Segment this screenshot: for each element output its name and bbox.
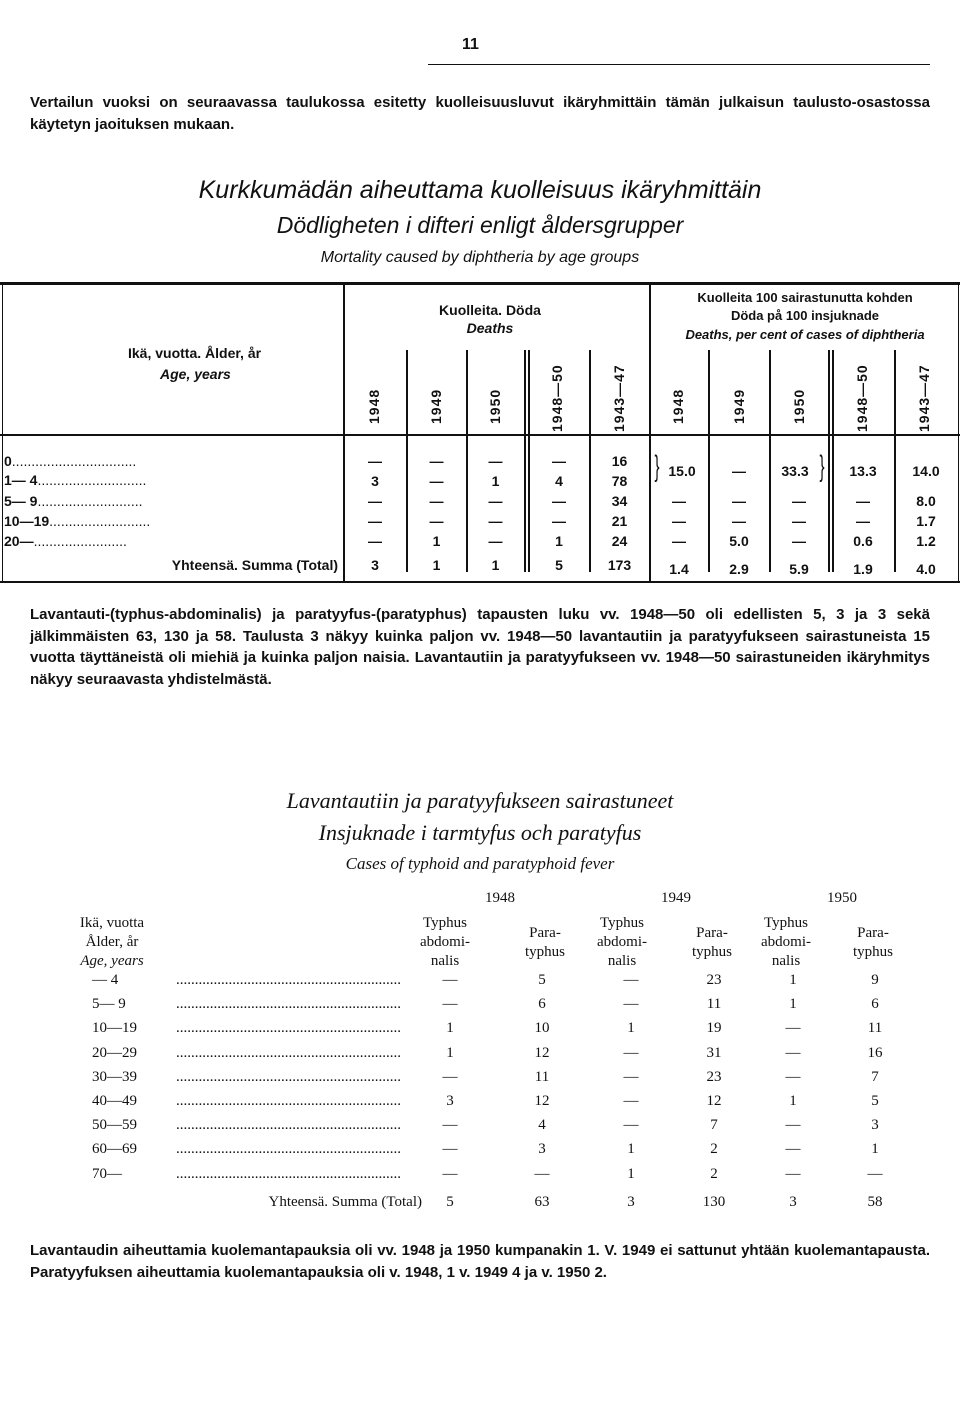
t2-cell: — bbox=[785, 1069, 801, 1085]
table2-title-fi: Lavantautiin ja paratyyfukseen sairastuneet bbox=[286, 788, 674, 813]
t2-cell: — bbox=[623, 1069, 639, 1085]
year-col-1948: 1948 bbox=[366, 388, 382, 424]
leader-dots: ............................................................ bbox=[176, 1117, 401, 1133]
year-col-1943-47: 1943—47 bbox=[611, 364, 627, 432]
t2-cell: 23 bbox=[706, 972, 722, 988]
t2-cell: — bbox=[623, 972, 639, 988]
t2-col-typhus-1948: Typhus abdomi- nalis bbox=[420, 915, 470, 969]
t2-cell: 1 bbox=[627, 1166, 635, 1182]
t2-cell: 7 bbox=[871, 1069, 879, 1085]
t2-age-label: 40—49 bbox=[92, 1093, 137, 1109]
t2-col-para-1950: Para- typhus bbox=[852, 925, 893, 960]
t2-cell: 16 bbox=[867, 1045, 883, 1061]
t2-cell: 1 bbox=[446, 1020, 454, 1036]
year-col-1950: 1950 bbox=[487, 388, 503, 424]
rate-col-1948-50: 1948—50 bbox=[854, 364, 870, 432]
t2-col-para-1949: Para- typhus bbox=[691, 925, 732, 960]
t2-age-header-en: Age, years bbox=[80, 953, 144, 969]
rate-col-1950: 1950 bbox=[791, 388, 807, 424]
t2-cell: 2 bbox=[710, 1141, 718, 1157]
table1-title-sv: Dödligheten i difteri enligt åldersgrupper bbox=[276, 212, 684, 238]
t2-cell: 9 bbox=[871, 972, 879, 988]
t2-cell: 5 bbox=[871, 1093, 879, 1109]
year-col-1948-50: 1948—50 bbox=[549, 364, 565, 432]
t2-cell: — bbox=[785, 1166, 801, 1182]
t2-cell: 1 bbox=[789, 972, 797, 988]
t2-age-header-sv: Ålder, år bbox=[85, 934, 139, 950]
t2-cell: — bbox=[785, 1045, 801, 1061]
t2-cell: 3 bbox=[446, 1093, 454, 1109]
t2-col-typhus-1949: Typhus abdomi- nalis bbox=[597, 915, 647, 969]
age-header-fi: Ikä, vuotta. Ålder, år bbox=[128, 345, 262, 361]
t2-cell: 1 bbox=[789, 996, 797, 1012]
rate-header-sv: Döda på 100 insjuknade bbox=[730, 308, 880, 323]
t2-cell: 11 bbox=[867, 1020, 883, 1036]
t2-cell: 1 bbox=[789, 1093, 797, 1109]
t2-cell: 7 bbox=[710, 1117, 718, 1133]
t2-cell: — bbox=[442, 1166, 458, 1182]
table-row: 10—19.......................... bbox=[4, 513, 151, 529]
t2-age-label: 50—59 bbox=[92, 1117, 137, 1133]
t2-cell: 3 bbox=[538, 1141, 546, 1157]
t2-cell: 2 bbox=[710, 1166, 718, 1182]
rate-col-1943-47: 1943—47 bbox=[916, 364, 932, 432]
t2-age-label: 60—69 bbox=[92, 1141, 137, 1157]
t2-cell: 1 bbox=[446, 1045, 454, 1061]
table1-title-en: Mortality caused by diphtheria by age groups bbox=[320, 249, 640, 266]
table2-title-sv: Insjuknade i tarmtyfus och paratyfus bbox=[318, 820, 642, 845]
t2-year-1949: 1949 bbox=[661, 890, 691, 906]
t2-age-label: 20—29 bbox=[92, 1045, 137, 1061]
age-header-en: Age, years bbox=[160, 366, 231, 382]
t2-age-label: 30—39 bbox=[92, 1069, 137, 1085]
t2-cell: 6 bbox=[871, 996, 879, 1012]
deaths-header-en: Deaths bbox=[466, 320, 514, 336]
t2-cell: 6 bbox=[538, 996, 546, 1012]
t2-cell: — bbox=[442, 1117, 458, 1133]
intro-paragraph: Vertailun vuoksi on seuraavassa taulukossa esitetty kuolleisuusluvut ikäryhmittäin tämän julkaisun taulusto-osastossa käytetyn jaoituksen mukaan. bbox=[30, 94, 930, 133]
t2-cell: 12 bbox=[534, 1045, 550, 1061]
t2-cell: — bbox=[623, 1093, 639, 1109]
t2-age-label: 10—19 bbox=[92, 1020, 137, 1036]
leader-dots: ............................................................ bbox=[176, 1093, 401, 1109]
t2-age-header-fi: Ikä, vuotta bbox=[79, 915, 145, 931]
table-row: 20—........................ bbox=[4, 533, 127, 549]
t2-age-label: 5— 9 bbox=[92, 996, 126, 1012]
t2-cell: — bbox=[623, 996, 639, 1012]
t2-cell: — bbox=[785, 1117, 801, 1133]
total-label: Yhteensä. Summa (Total) bbox=[171, 557, 338, 573]
brace-symbol: } bbox=[654, 450, 660, 483]
t2-cell: 1 bbox=[871, 1141, 879, 1157]
t2-cell: — bbox=[534, 1166, 550, 1182]
rate-col-1948: 1948 bbox=[670, 388, 686, 424]
header-rule bbox=[428, 64, 930, 65]
t2-cell: — bbox=[785, 1020, 801, 1036]
table1-title-fi: Kurkkumädän aiheuttama kuolleisuus ikäryhmittäin bbox=[198, 176, 762, 204]
t2-cell: 5 bbox=[538, 972, 546, 988]
t2-cell: — bbox=[623, 1045, 639, 1061]
t2-cell: 11 bbox=[534, 1069, 550, 1085]
leader-dots: ............................................................ bbox=[176, 1069, 401, 1085]
brace-symbol: } bbox=[819, 450, 825, 483]
deaths-paragraph: Lavantaudin aiheuttamia kuolemantapauksia oli vv. 1948 ja 1950 kumpanakin 1. V. 1949 ei sattunut yhtään kuolemantapausta. Paratyyfuksen aiheuttamia kuolemantapauksia oli v. 1948, 1 v. 1949 4 ja v. 1950 2. bbox=[30, 1242, 930, 1281]
rate-col-1949: 1949 bbox=[731, 388, 747, 424]
t2-year-1948: 1948 bbox=[485, 890, 515, 906]
leader-dots: ............................................................ bbox=[176, 972, 401, 988]
t2-cell: 19 bbox=[706, 1020, 722, 1036]
t2-cell: 3 bbox=[871, 1117, 879, 1133]
table-row: 0................................ bbox=[4, 453, 137, 469]
t2-cell: — bbox=[442, 1069, 458, 1085]
leader-dots: ............................................................ bbox=[176, 1166, 401, 1182]
t2-age-label: 70— bbox=[92, 1166, 122, 1182]
leader-dots: ............................................................ bbox=[176, 1045, 401, 1061]
t2-cell: — bbox=[442, 996, 458, 1012]
leader-dots: ............................................................ bbox=[176, 1141, 401, 1157]
t2-age-label: — 4 bbox=[92, 972, 119, 988]
table-row: 1— 4............................ bbox=[4, 472, 147, 488]
t2-cell: 11 bbox=[706, 996, 722, 1012]
leader-dots: ............................................................ bbox=[176, 996, 401, 1012]
leader-dots: ............................................................ bbox=[176, 1020, 401, 1036]
typhus-paragraph: Lavantauti-(typhus-abdominalis) ja paratyyfus-(paratyphus) tapausten luku vv. 1948—50 oli edellisten 5, 3 ja 3 sekä jälkimmäisten 63, 130 ja 58. Taulusta 3 näkyy kuinka paljon vv. 1948—50 lavantautiin ja paratyyfukseen sairastuneista 15 vuotta täyttäneistä oli miehiä ja kuinka paljon naisia. Lavantautiin ja paratyyfukseen vv. 1948—50 sairastuneiden ikäryhmitys näkyy seuraavasta yhdistelmästä. bbox=[30, 606, 930, 688]
t2-cell: 12 bbox=[706, 1093, 722, 1109]
t2-cell: 4 bbox=[538, 1117, 546, 1133]
t2-col-para-1948: Para- typhus bbox=[524, 925, 565, 960]
t2-cell: 10 bbox=[534, 1020, 550, 1036]
t2-cell: 12 bbox=[534, 1093, 550, 1109]
t2-cell: 23 bbox=[706, 1069, 722, 1085]
t2-cell: — bbox=[442, 1141, 458, 1157]
deaths-header-fi: Kuolleita. Döda bbox=[439, 302, 541, 318]
t2-total-label: Yhteensä. Summa (Total) bbox=[268, 1194, 422, 1210]
page-number: 11 bbox=[462, 36, 479, 53]
rate-header-fi: Kuolleita 100 sairastunutta kohden bbox=[697, 290, 913, 305]
t2-cell: — bbox=[785, 1141, 801, 1157]
t2-col-typhus-1950: Typhus abdomi- nalis bbox=[761, 915, 811, 969]
t2-cell: — bbox=[867, 1166, 883, 1182]
t2-cell: 31 bbox=[706, 1045, 722, 1061]
t2-cell: — bbox=[442, 972, 458, 988]
t2-year-1950: 1950 bbox=[827, 890, 857, 906]
year-col-1949: 1949 bbox=[428, 388, 444, 424]
table-row: 5— 9........................... bbox=[4, 493, 143, 509]
t2-cell: 1 bbox=[627, 1020, 635, 1036]
table2-title-en: Cases of typhoid and paratyphoid fever bbox=[345, 854, 615, 873]
t2-cell: — bbox=[623, 1117, 639, 1133]
t2-cell: 1 bbox=[627, 1141, 635, 1157]
rate-header-en: Deaths, per cent of cases of diphtheria bbox=[685, 327, 925, 342]
